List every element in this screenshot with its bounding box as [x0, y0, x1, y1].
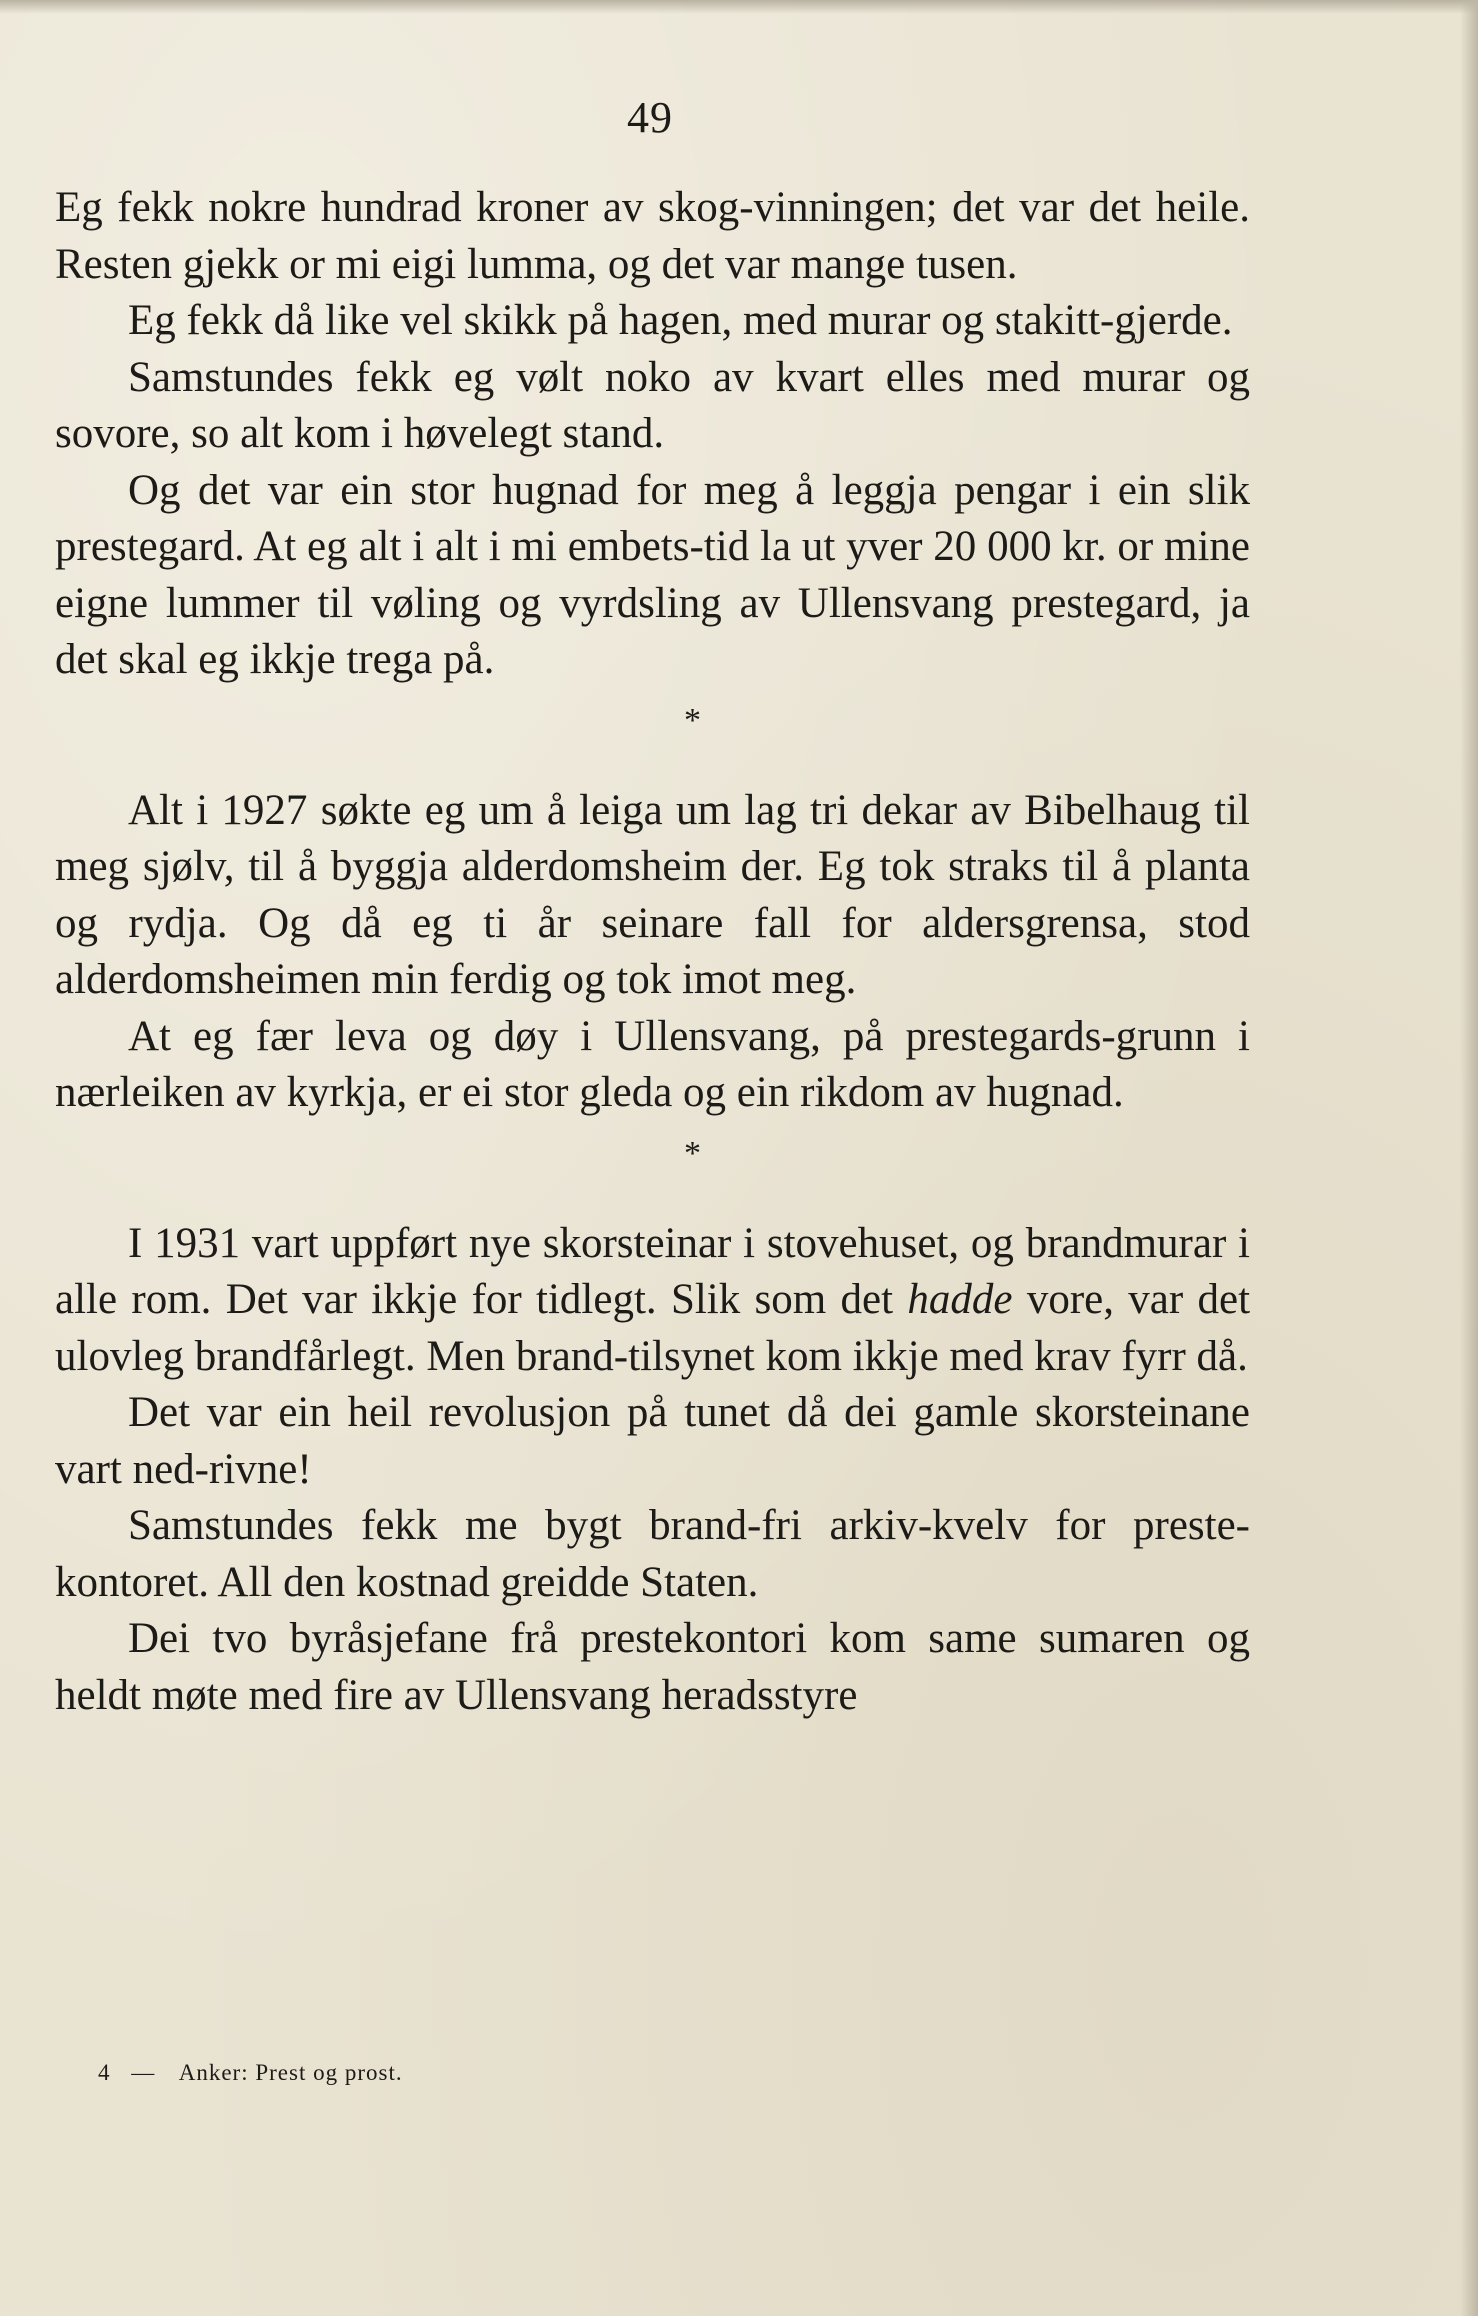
scan-edge-right — [1460, 0, 1478, 2316]
paragraph: Eg fekk då like vel skikk på hagen, med murar og stakitt-gjerde. — [128, 297, 1233, 344]
paragraph: Dei tvo byråsjefane frå prestekontori kom same sumaren og heldt møte med fire av Ullensvang heradsstyre — [55, 1615, 1250, 1719]
paragraph: Det var ein heil revolusjon på tunet då dei gamle skorsteinane vart ned-rivne! — [55, 1389, 1250, 1493]
italic-word: hadde — [907, 1276, 1013, 1323]
section-separator: * — [684, 701, 701, 739]
paragraph: Samstundes fekk eg vølt noko av kvart elles med murar og sovore, so alt kom i høvelegt stand. — [55, 353, 1250, 457]
section-separator: * — [684, 1134, 701, 1172]
page-number: 49 — [627, 93, 673, 142]
signature-dash: — — [131, 2060, 156, 2085]
paragraph-text: I 1931 vart uppført nye skorsteinar i stovehuset, og brandmurar i alle rom. Det var ikkje for tidlegt. Slik som det — [55, 1219, 1250, 1323]
paragraph: Alt i 1927 søkte eg um å leiga um lag tri dekar av Bibelhaug til meg sjølv, til å byggja alderdomsheim der. Eg tok straks til å planta og rydja. Og då eg ti år seinare fall for aldersgrensa, stod alderdomsheimen min ferdig og tok imot meg. — [55, 786, 1250, 1003]
scan-edge-top — [0, 0, 1478, 14]
paragraph-text: vore, var det ulovleg brandfårlegt. Men brand-tilsynet kom ikkje med krav fyrr då. — [55, 1276, 1251, 1380]
paragraph: Eg fekk nokre hundrad kroner av skog-vinningen; det var det heile. Resten gjekk or mi eigi lumma, og det var mange tusen. — [55, 184, 1250, 288]
paragraph: At eg fær leva og døy i Ullensvang, på prestegards-grunn i nærleiken av kyrkja, er ei stor gleda og ein rikdom av hugnad. — [55, 1012, 1250, 1116]
body-text — [55, 180, 1250, 1724]
paragraph: Samstundes fekk me bygt brand-fri arkiv-kvelv for preste-kontoret. All den kostnad greidde Staten. — [55, 1502, 1250, 1606]
paragraph: Og det var ein stor hugnad for meg å leggja pengar i ein slik prestegard. At eg alt i alt i mi embets-tid la ut yver 20 000 kr. or mine eigne lummer til vøling og vyrdsling av Ullensvang prestegard, ja det skal eg ikkje trega på. — [55, 466, 1250, 683]
paragraph — [55, 1216, 1250, 1386]
signature-footer — [98, 2060, 403, 2086]
signature-number: 4 — [98, 2060, 111, 2085]
book-title: Anker: Prest og prost. — [178, 2060, 403, 2085]
